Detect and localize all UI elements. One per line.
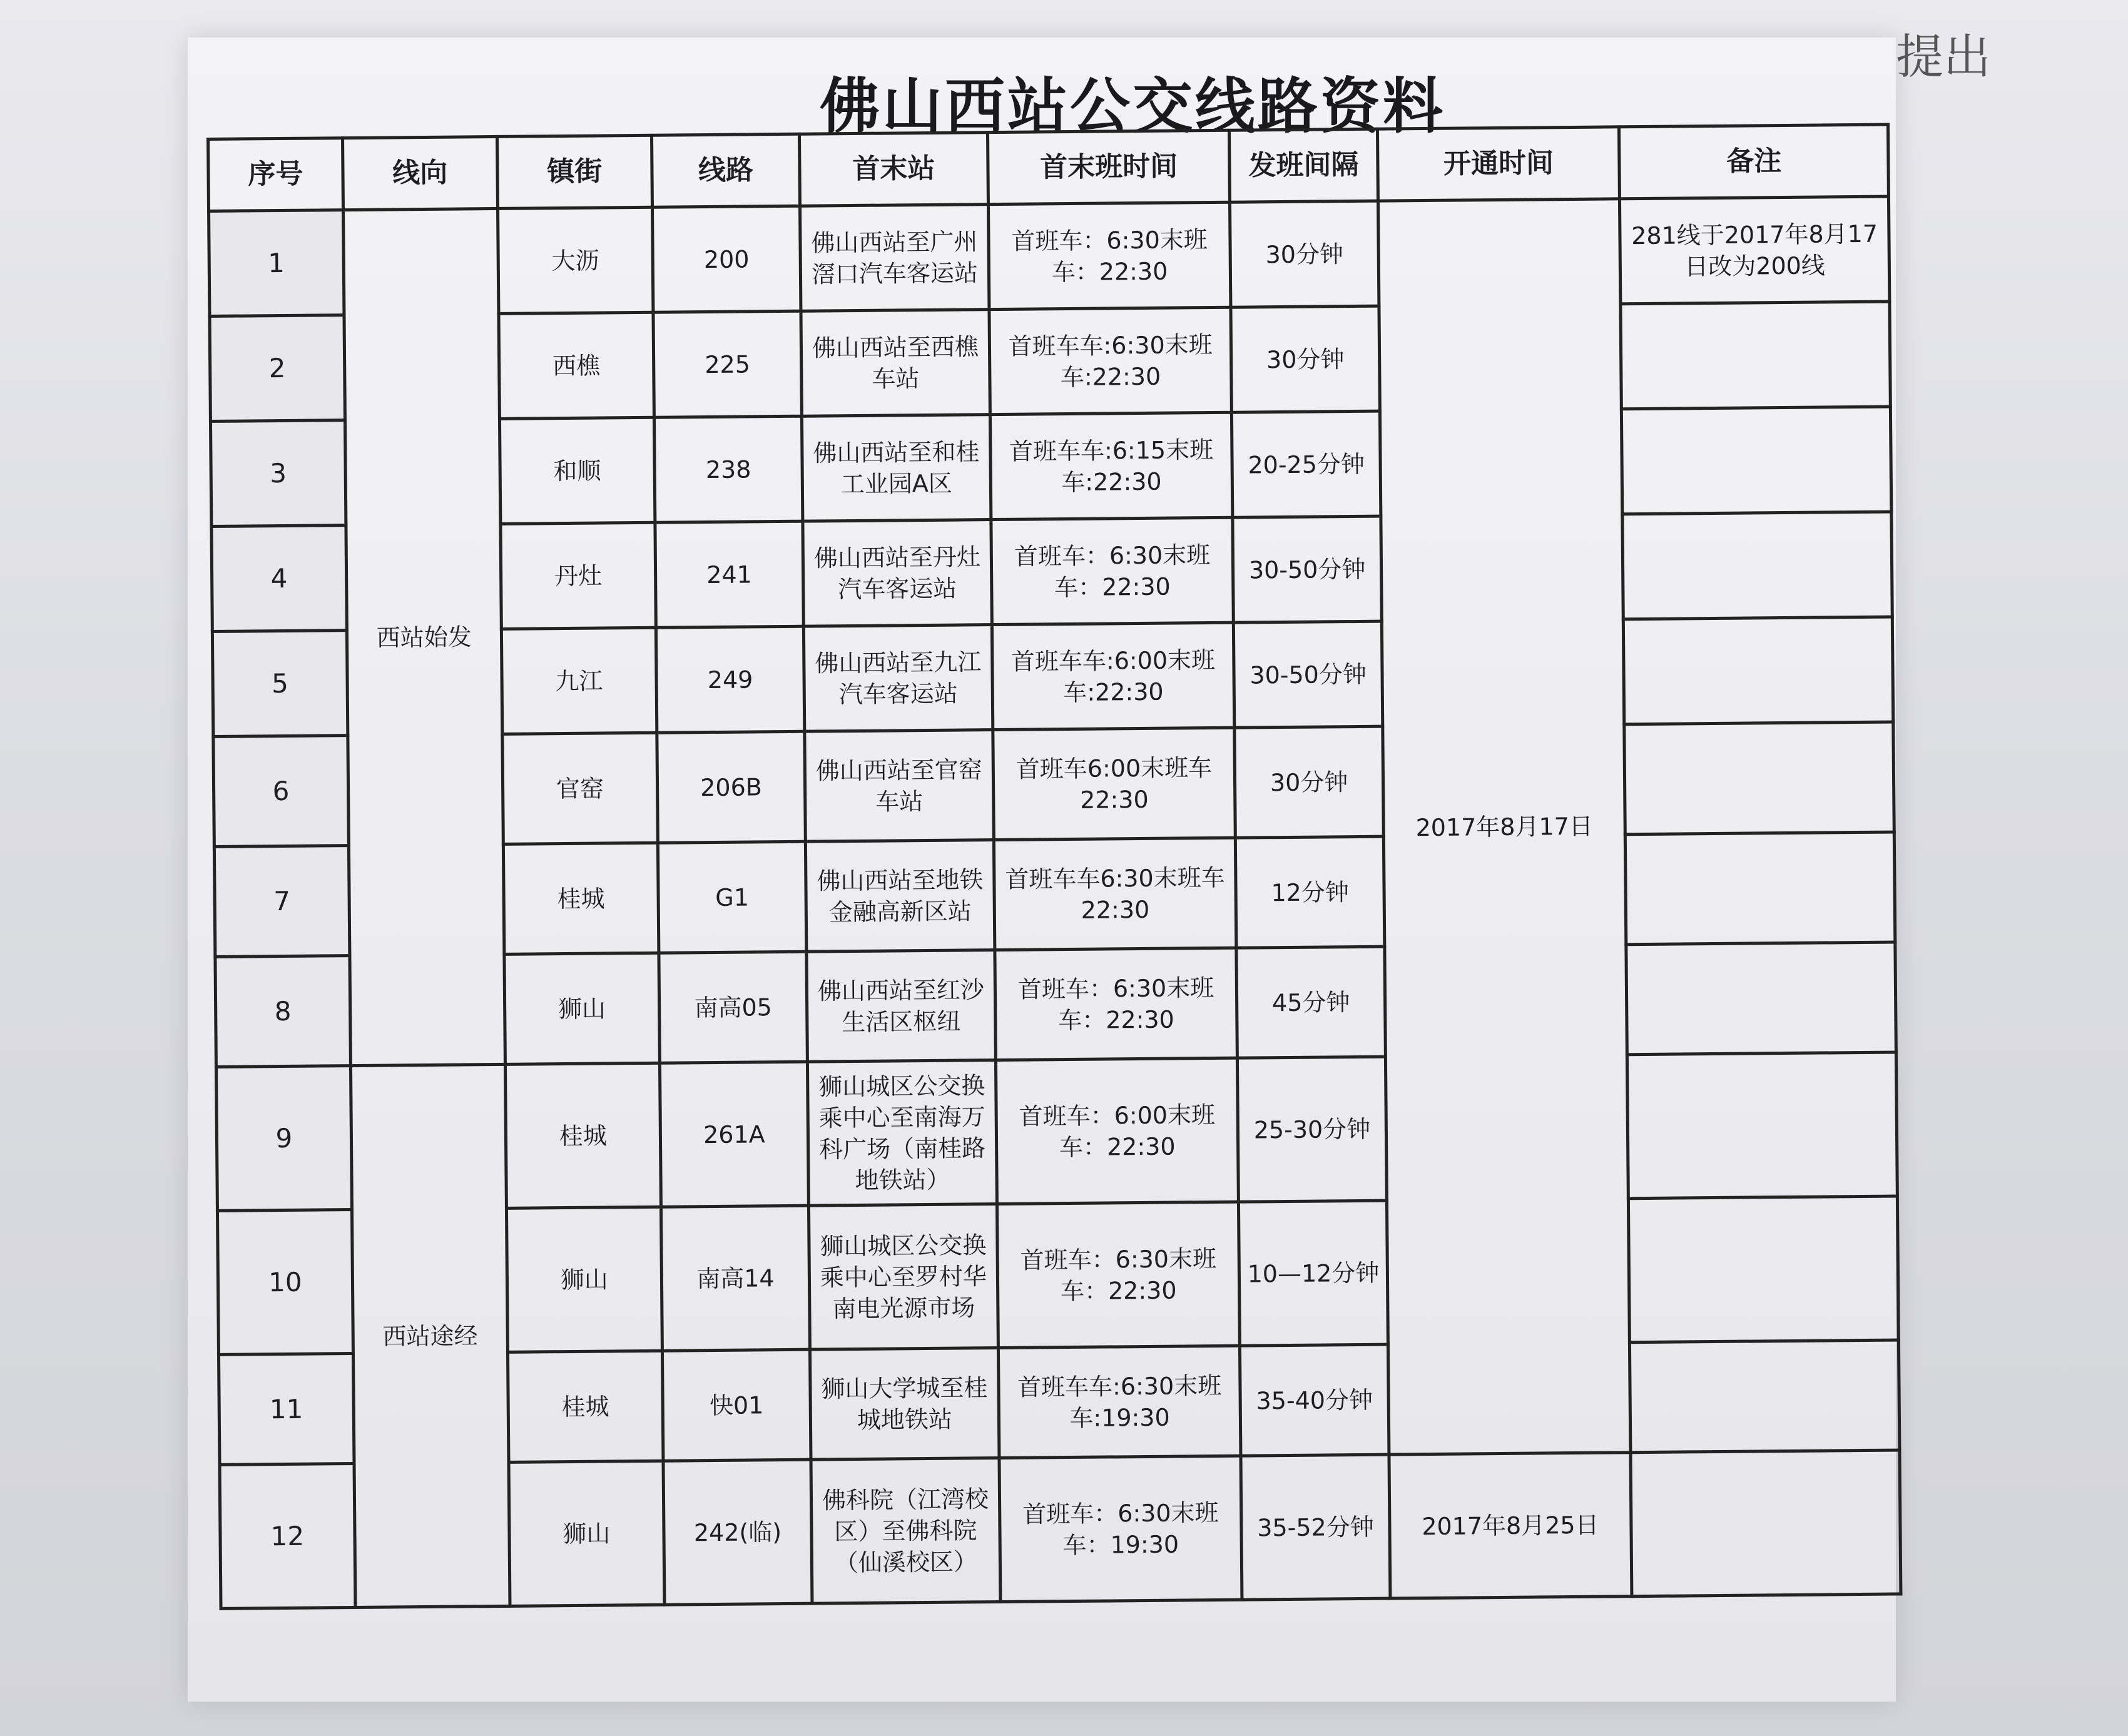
cell-terminals: 狮山大学城至桂城地铁站 bbox=[810, 1348, 999, 1460]
cell-no: 7 bbox=[214, 846, 349, 957]
cell-note bbox=[1629, 1196, 1899, 1343]
cell-terminals: 佛山西站至丹灶汽车客运站 bbox=[803, 520, 992, 627]
header-direction: 线向 bbox=[342, 136, 497, 210]
cell-interval: 35-52分钟 bbox=[1241, 1454, 1390, 1600]
cell-interval: 20-25分钟 bbox=[1232, 411, 1381, 517]
cell-town: 桂城 bbox=[505, 1063, 661, 1208]
corner-handwritten-note: 提出 bbox=[1896, 29, 1991, 84]
cell-town: 桂城 bbox=[507, 1351, 663, 1462]
cell-town: 大沥 bbox=[497, 207, 653, 313]
cell-interval: 12分钟 bbox=[1236, 836, 1385, 948]
cell-open-date-2: 2017年8月25日 bbox=[1389, 1453, 1632, 1598]
cell-no: 2 bbox=[210, 315, 345, 422]
cell-no: 12 bbox=[220, 1464, 355, 1609]
cell-no: 3 bbox=[210, 420, 345, 527]
cell-note bbox=[1624, 617, 1893, 724]
cell-times: 首班车：6:30末班车：22:30 bbox=[988, 202, 1231, 309]
cell-line: 249 bbox=[656, 626, 805, 733]
cell-no: 9 bbox=[216, 1066, 352, 1211]
cell-open-date-1: 2017年8月17日 bbox=[1378, 199, 1631, 1454]
document-title: 佛山西站公交线路资料 bbox=[820, 71, 1445, 141]
cell-times: 首班车：6:30末班车：22:30 bbox=[991, 517, 1234, 624]
table-row bbox=[209, 196, 1890, 316]
cell-note bbox=[1626, 942, 1896, 1055]
cell-town: 九江 bbox=[501, 627, 656, 734]
cell-no: 8 bbox=[215, 956, 350, 1067]
cell-note bbox=[1621, 302, 1890, 409]
header-interval: 发班间隔 bbox=[1229, 129, 1378, 202]
cell-terminals: 佛山西站至广州滘口汽车客运站 bbox=[800, 205, 989, 312]
cell-interval: 30-50分钟 bbox=[1233, 516, 1382, 622]
cell-interval: 30分钟 bbox=[1231, 306, 1380, 412]
cell-town: 官窑 bbox=[502, 733, 658, 844]
cell-line: 238 bbox=[654, 416, 803, 522]
cell-interval: 10—12分钟 bbox=[1239, 1200, 1388, 1346]
cell-town: 桂城 bbox=[503, 843, 659, 954]
cell-interval: 45分钟 bbox=[1236, 947, 1385, 1058]
cell-note bbox=[1631, 1450, 1901, 1596]
cell-interval: 30分钟 bbox=[1235, 726, 1383, 838]
cell-terminals: 佛山西站至官窑车站 bbox=[805, 730, 994, 842]
cell-no: 6 bbox=[213, 736, 349, 847]
cell-line: 快01 bbox=[662, 1349, 811, 1461]
cell-direction-passing: 西站途经 bbox=[350, 1064, 510, 1607]
cell-times: 首班车：6:30末班车：22:30 bbox=[997, 1202, 1240, 1348]
cell-town: 丹灶 bbox=[501, 522, 656, 629]
cell-line: 南高05 bbox=[659, 952, 808, 1063]
cell-terminals: 佛山西站至西樵车站 bbox=[801, 310, 990, 417]
cell-times: 首班车：6:00末班车：22:30 bbox=[995, 1058, 1239, 1204]
cell-line: 241 bbox=[655, 521, 804, 627]
cell-line: 242(临) bbox=[663, 1459, 812, 1605]
cell-town: 西樵 bbox=[499, 312, 654, 419]
cell-terminals: 佛山西站至和桂工业园A区 bbox=[802, 415, 991, 522]
cell-line: 206B bbox=[657, 731, 806, 843]
cell-note bbox=[1630, 1340, 1900, 1453]
cell-terminals: 狮山城区公交换乘中心至南海万科广场（南桂路地铁站） bbox=[808, 1060, 997, 1206]
cell-times: 首班车：6:30末班车：19:30 bbox=[999, 1456, 1243, 1601]
cell-note bbox=[1626, 832, 1895, 945]
header-open-date: 开通时间 bbox=[1377, 127, 1620, 201]
cell-line: 225 bbox=[653, 311, 802, 417]
cell-times: 首班车车:6:30末班车:22:30 bbox=[989, 307, 1232, 414]
cell-town: 狮山 bbox=[504, 953, 660, 1064]
cell-direction-origin: 西站始发 bbox=[343, 208, 505, 1065]
cell-no: 10 bbox=[217, 1210, 353, 1355]
cell-line: G1 bbox=[658, 841, 807, 953]
cell-terminals: 佛科院（江湾校区）至佛科院（仙溪校区） bbox=[811, 1458, 1000, 1604]
cell-times: 首班车车:6:15末班车:22:30 bbox=[990, 412, 1233, 519]
cell-note bbox=[1624, 722, 1894, 835]
header-note: 备注 bbox=[1619, 124, 1889, 199]
cell-town: 狮山 bbox=[509, 1461, 664, 1606]
header-no: 序号 bbox=[208, 138, 344, 211]
cell-interval: 35-40分钟 bbox=[1240, 1344, 1389, 1456]
cell-line: 261A bbox=[659, 1062, 808, 1207]
header-line: 线路 bbox=[651, 134, 800, 207]
header-terminals: 首末站 bbox=[800, 133, 989, 206]
cell-interval: 30分钟 bbox=[1230, 201, 1379, 307]
cell-no: 4 bbox=[211, 525, 347, 632]
cell-line: 200 bbox=[652, 206, 801, 312]
cell-town: 狮山 bbox=[506, 1207, 662, 1352]
cell-note bbox=[1622, 512, 1892, 619]
cell-no: 11 bbox=[218, 1354, 354, 1465]
cell-no: 1 bbox=[209, 210, 344, 317]
cell-no: 5 bbox=[212, 631, 347, 737]
cell-times: 首班车车6:30末班车22:30 bbox=[994, 838, 1236, 950]
cell-terminals: 佛山西站至九江汽车客运站 bbox=[803, 625, 992, 732]
cell-terminals: 佛山西站至地铁金融高新区站 bbox=[805, 840, 994, 952]
cell-note: 281线于2017年8月17日改为200线 bbox=[1620, 196, 1890, 304]
cell-note bbox=[1627, 1052, 1898, 1199]
header-times: 首末班时间 bbox=[987, 130, 1230, 204]
cell-times: 首班车车:6:00末班车:22:30 bbox=[992, 622, 1235, 729]
table-row bbox=[216, 1052, 1897, 1211]
cell-interval: 25-30分钟 bbox=[1238, 1057, 1387, 1202]
cell-terminals: 狮山城区公交换乘中心至罗村华南电光源市场 bbox=[809, 1204, 999, 1350]
cell-note bbox=[1622, 407, 1891, 514]
header-town: 镇街 bbox=[497, 135, 652, 208]
cell-line: 南高14 bbox=[661, 1206, 810, 1351]
bus-routes-table bbox=[206, 123, 1902, 1610]
cell-times: 首班车车:6:30末班车:19:30 bbox=[998, 1346, 1241, 1458]
cell-interval: 30-50分钟 bbox=[1234, 621, 1383, 728]
cell-times: 首班车：6:30末班车：22:30 bbox=[995, 948, 1238, 1060]
cell-terminals: 佛山西站至红沙生活区枢纽 bbox=[807, 950, 995, 1062]
cell-town: 和顺 bbox=[499, 417, 654, 524]
cell-times: 首班车6:00末班车22:30 bbox=[993, 728, 1236, 840]
